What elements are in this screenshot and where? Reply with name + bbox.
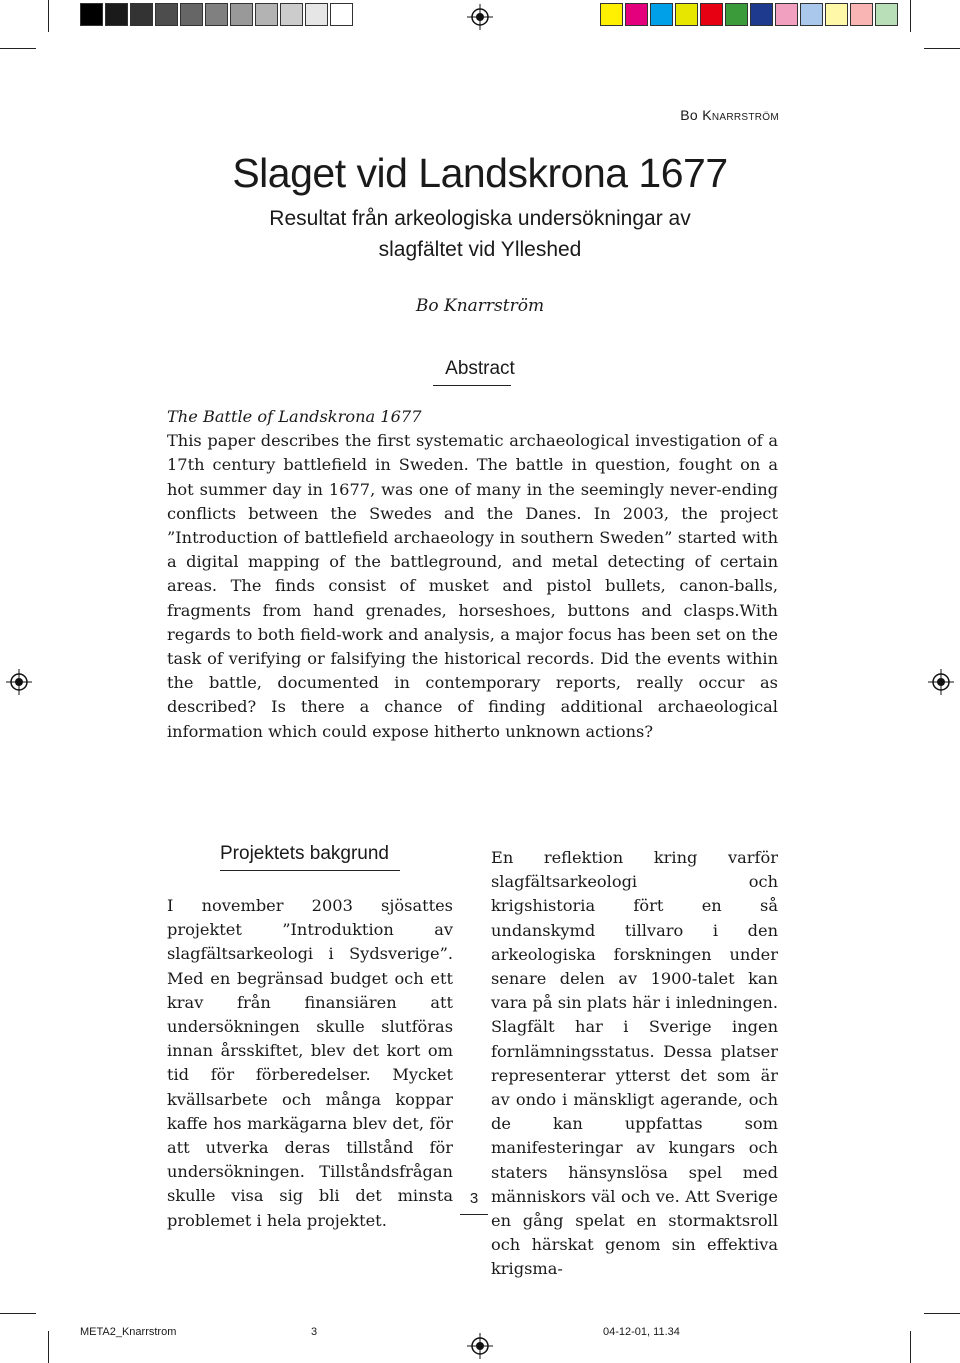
- subtitle-line: slagfältet vid Ylleshed: [378, 238, 582, 261]
- color-swatch: [650, 3, 673, 26]
- running-header-author: Bo Knarrström: [680, 107, 779, 123]
- color-swatch: [600, 3, 623, 26]
- gray-swatch: [130, 3, 153, 26]
- body-column-right: En reflektion kring varför slagfältsarkeologi och krigshistoria fört en så undanskymd tillvaro i den arkeologiska forskningen under senare delen av 1900-talet kan vara på sin plats här i inledningen. Slagfält har i Sverige ingen fornlämningsstatus. Dessa platser representerar ytterst det som är av ondo i mänskligt agerande, och de kan uppfattas som manifesteringar av kungars och staters hänsynslösa spel med människors väl och ve. Att Sverige en gång spelat en stormaktsroll och härskat genom sin effektiva krigsma-: [491, 848, 778, 1279]
- color-swatch: [725, 3, 748, 26]
- color-swatch: [750, 3, 773, 26]
- gray-swatch: [280, 3, 303, 26]
- footer-timestamp: 04-12-01, 11.34: [603, 1326, 680, 1338]
- crop-mark: [0, 1313, 36, 1314]
- article-subtitle: [0, 203, 960, 265]
- crop-mark: [910, 1331, 911, 1363]
- gray-swatch: [105, 3, 128, 26]
- gray-swatch: [180, 3, 203, 26]
- abstract-heading: Abstract: [445, 358, 515, 379]
- crop-mark: [924, 1313, 960, 1314]
- abstract-heading-underline: [433, 385, 511, 386]
- gray-color-bar: [80, 3, 355, 26]
- gray-swatch: [255, 3, 278, 26]
- abstract-body: [167, 405, 778, 744]
- article-author: Bo Knarrström: [415, 296, 545, 316]
- page-number: 3: [469, 1190, 479, 1207]
- abstract-text: This paper describes the first systematic archaeological investigation of a 17th century battlefield in Sweden. The battle in question, fought on a hot summer day in 1677, was one of many in the seemingly never-ending conflicts between the Swedes and the Danes. In 2003, the project ”Introduction of battlefield archaeology in southern Sweden” started with a digital mapping of the battleground, and metal detecting of certain areas. The finds consist of musket and pistol bullets, canon-balls, fragments from hand grenades, horseshoes, buttons and clasps.With regards to both field-work and analysis, a major focus has been set on the task of verifying or falsifying the historical records. Did the events within the battle, documented in contemporary reports, really occur as described? Is there a chance of finding additional archaeological information which could expose hitherto unknown actions?: [167, 431, 778, 741]
- section-heading-underline: [220, 870, 400, 871]
- crop-mark: [48, 0, 49, 32]
- article-title: Slaget vid Landskrona 1677: [232, 150, 728, 196]
- crop-mark: [0, 48, 36, 49]
- process-color-bar: [600, 3, 900, 26]
- crop-mark: [910, 0, 911, 32]
- registration-mark-top: [467, 4, 493, 30]
- crop-mark: [924, 48, 960, 49]
- color-swatch: [875, 3, 898, 26]
- color-swatch: [675, 3, 698, 26]
- subtitle-line: Resultat från arkeologiska undersökningar av: [269, 207, 691, 230]
- abstract-lead: The Battle of Landskrona 1677: [167, 407, 422, 426]
- body-column-left: I november 2003 sjösattes projektet ”Introduktion av slagfältsarkeologi i Sydsverige”. Med en begränsad budget och ett krav från finansiären att undersökningen skulle slutföras innan årsskiftet, blev det kort om tid för förberedelser. Mycket kvällsarbete och många koppar kaffe hos markägarna blev det, för att utverka deras tillstånd för undersökningen. Tillståndsfrågan skulle visa sig bli det minsta problemet i hela projektet.: [167, 896, 453, 1230]
- color-swatch: [850, 3, 873, 26]
- gray-swatch: [205, 3, 228, 26]
- color-swatch: [625, 3, 648, 26]
- footer-file-name: META2_Knarrstrom: [80, 1326, 177, 1338]
- gray-swatch: [330, 3, 353, 26]
- registration-mark-right: [928, 669, 954, 695]
- section-heading: Projektets bakgrund: [220, 843, 389, 864]
- footer-page: 3: [311, 1326, 318, 1338]
- gray-swatch: [305, 3, 328, 26]
- registration-mark-left: [6, 669, 32, 695]
- color-swatch: [775, 3, 798, 26]
- color-swatch: [800, 3, 823, 26]
- color-swatch: [700, 3, 723, 26]
- registration-mark-bottom: [467, 1333, 493, 1359]
- crop-mark: [48, 1331, 49, 1363]
- gray-swatch: [155, 3, 178, 26]
- gray-swatch: [80, 3, 103, 26]
- gray-swatch: [230, 3, 253, 26]
- page-number-underline: [460, 1214, 488, 1215]
- color-swatch: [825, 3, 848, 26]
